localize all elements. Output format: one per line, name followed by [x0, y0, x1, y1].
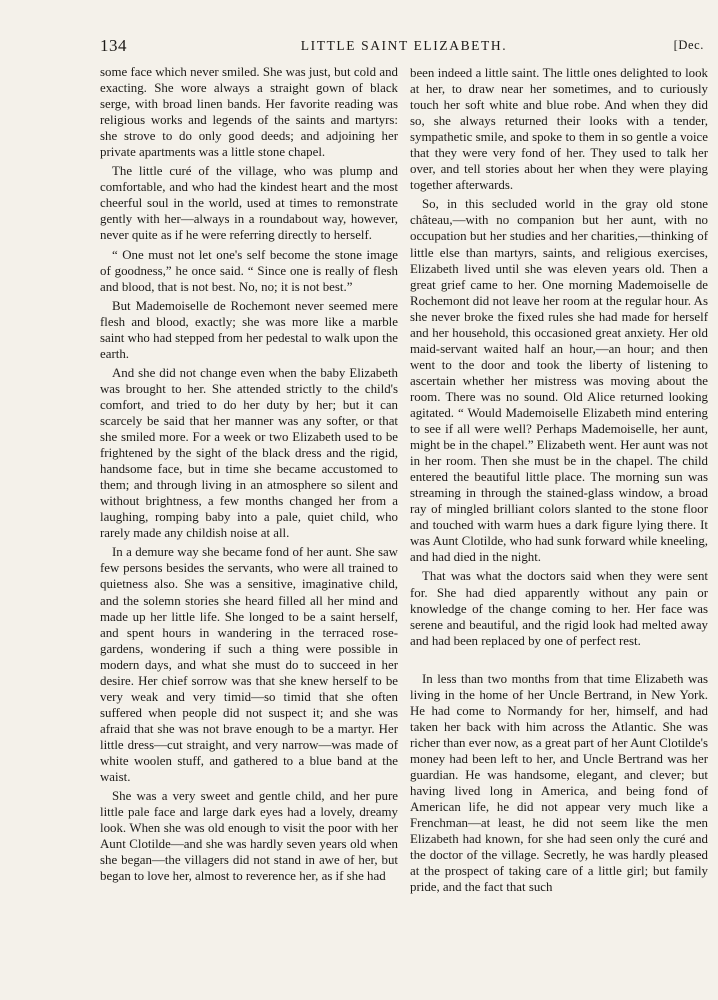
page-number: 134	[100, 36, 127, 55]
paragraph: She was a very sweet and gentle child, and her pure little pale face and large dark eyes had a lovely, dreamy look. When she was old enough to visit the poor with her Aunt Clotilde—and she was hardly seven years old when she began—the villagers did not stand in awe of her, but began to love her, almost to reverence her, as if she had	[100, 789, 398, 884]
paragraph: been indeed a little saint. The little ones delighted to look at her, to draw near her sometimes, and to curiously touch her soft white and blue robe. And when they did so, she always returned their looks with a tender, sympathetic smile, and spoke to them in so gentle a voice that they were very fond of her. They used to talk her over, and tell stories about her when they were playing together afterwards.	[410, 66, 708, 193]
right-column	[410, 65, 708, 898]
paragraph: In a demure way she became fond of her aunt. She saw few persons besides the servants, who were all trained to quietness also. She was a sensitive, imaginative child, and the solemn stories she heard filled all her mind and made up her little life. She longed to be a saint herself, and spent hours in wandering in the terraced rose-gardens, wondering if such a thing were possible in modern days, and what she must do to succeed in her desire. Her chief sorrow was that she knew herself to be very weak and very timid—so timid that she often suffered when people did not suspect it; and she was afraid that she was not brave enough to be a martyr. Her little dress—cut straight, and very narrow—was made of white woolen stuff, and gathered to a blue band at the waist.	[100, 545, 398, 785]
paragraph: That was what the doctors said when they were sent for. She had died apparently without any pain or knowledge of the change coming to her. Her face was serene and beautiful, and the rigid look had melted away and had been replaced by one of perfect rest.	[410, 569, 708, 648]
paragraph: In less than two months from that time Elizabeth was living in the home of her Uncle Bertrand, in New York. He had come to Normandy for her, himself, and had taken her back with him across the Atlantic. She was richer than ever now, as a great part of her Aunt Clotilde's money had been left to her, and Uncle Bertrand was her guardian. He was handsome, elegant, and clever; but having lived long in America, and being fond of American life, he did not appear very much like a Frenchman—at least, he did not seem like the men Elizabeth had known, for she had seen only the curé and the doctor of the village. Secretly, he was hardly pleased at the prospect of taking care of a little girl; but family pride, and the fact that such	[410, 671, 708, 895]
month-label: [Dec.	[673, 38, 704, 52]
paragraph: So, in this secluded world in the gray old stone château,—with no companion but her aunt, with no occupation but her studies and her charities,—thinking of little else than martyrs, saints, and religious exercises, Elizabeth lived until she was eleven years old. Then a great grief came to her. One morning Mademoiselle de Rochemont did not leave her room at the regular hour. As she never broke the fixed rules she had made for herself and her household, this occasioned great anxiety. Her old maid-servant waited half an hour,—an hour; and then went to the door and took the liberty of listening to ascertain whether her mistress was moving about the room. There was no sound. Old Alice returned looking agitated. “ Would Mademoiselle Elizabeth mind entering to see if all were well? Perhaps Mademoiselle, her aunt, might be in the chapel.” Elizabeth went. Her aunt was not in her room. Then she must be in the chapel. The child entered the beautiful little place. The morning sun was streaming in through the stained-glass window, a broad ray of mingled brilliant colors slanted to the stone floor and touched with warm hues a dark figure lying there. It was Aunt Clotilde, who had sunk forward while kneeling, and had died in the night.	[410, 197, 708, 565]
paragraph: But Mademoiselle de Rochemont never seemed mere flesh and blood, exactly; she was more like a marble saint who had stepped from her pedestal to walk upon the earth.	[100, 298, 398, 361]
paragraph: “ One must not let one's self become the stone image of goodness,” he once said. “ Since one is really of flesh and blood, that is not best. No, no; it is not best.”	[100, 247, 398, 294]
running-title: LITTLE SAINT ELIZABETH.	[300, 38, 508, 53]
left-column	[100, 64, 398, 887]
paragraph: And she did not change even when the baby Elizabeth was brought to her. She attended strictly to the child's comfort, and tried to do her duty by her; but it can scarcely be said that her manner was any softer, or that she smiled more. For a week or two Elizabeth used to be frightened by the sight of the black dress and the rigid, handsome face, but in time she became accustomed to them; and through living in an atmosphere so silent and without brightness, a few months changed her from a laughing, romping baby into a pale, quiet child, who rarely made any childish noise at all.	[100, 365, 398, 541]
paragraph: some face which never smiled. She was just, but cold and exacting. She wore always a straight gown of black serge, with broad linen bands. Her favorite reading was religious works and legends of the saints and martyrs: she strove to do only good deeds; and adjoining her private apartments was a little stone chapel.	[100, 65, 398, 160]
paragraph: The little curé of the village, who was plump and comfortable, and who had the kindest heart and the most cheerful soul in the world, used at times to remonstrate gently with her—always in a roundabout way, however, never quite as if he were referring directly to herself.	[100, 164, 398, 243]
running-header	[100, 36, 708, 58]
